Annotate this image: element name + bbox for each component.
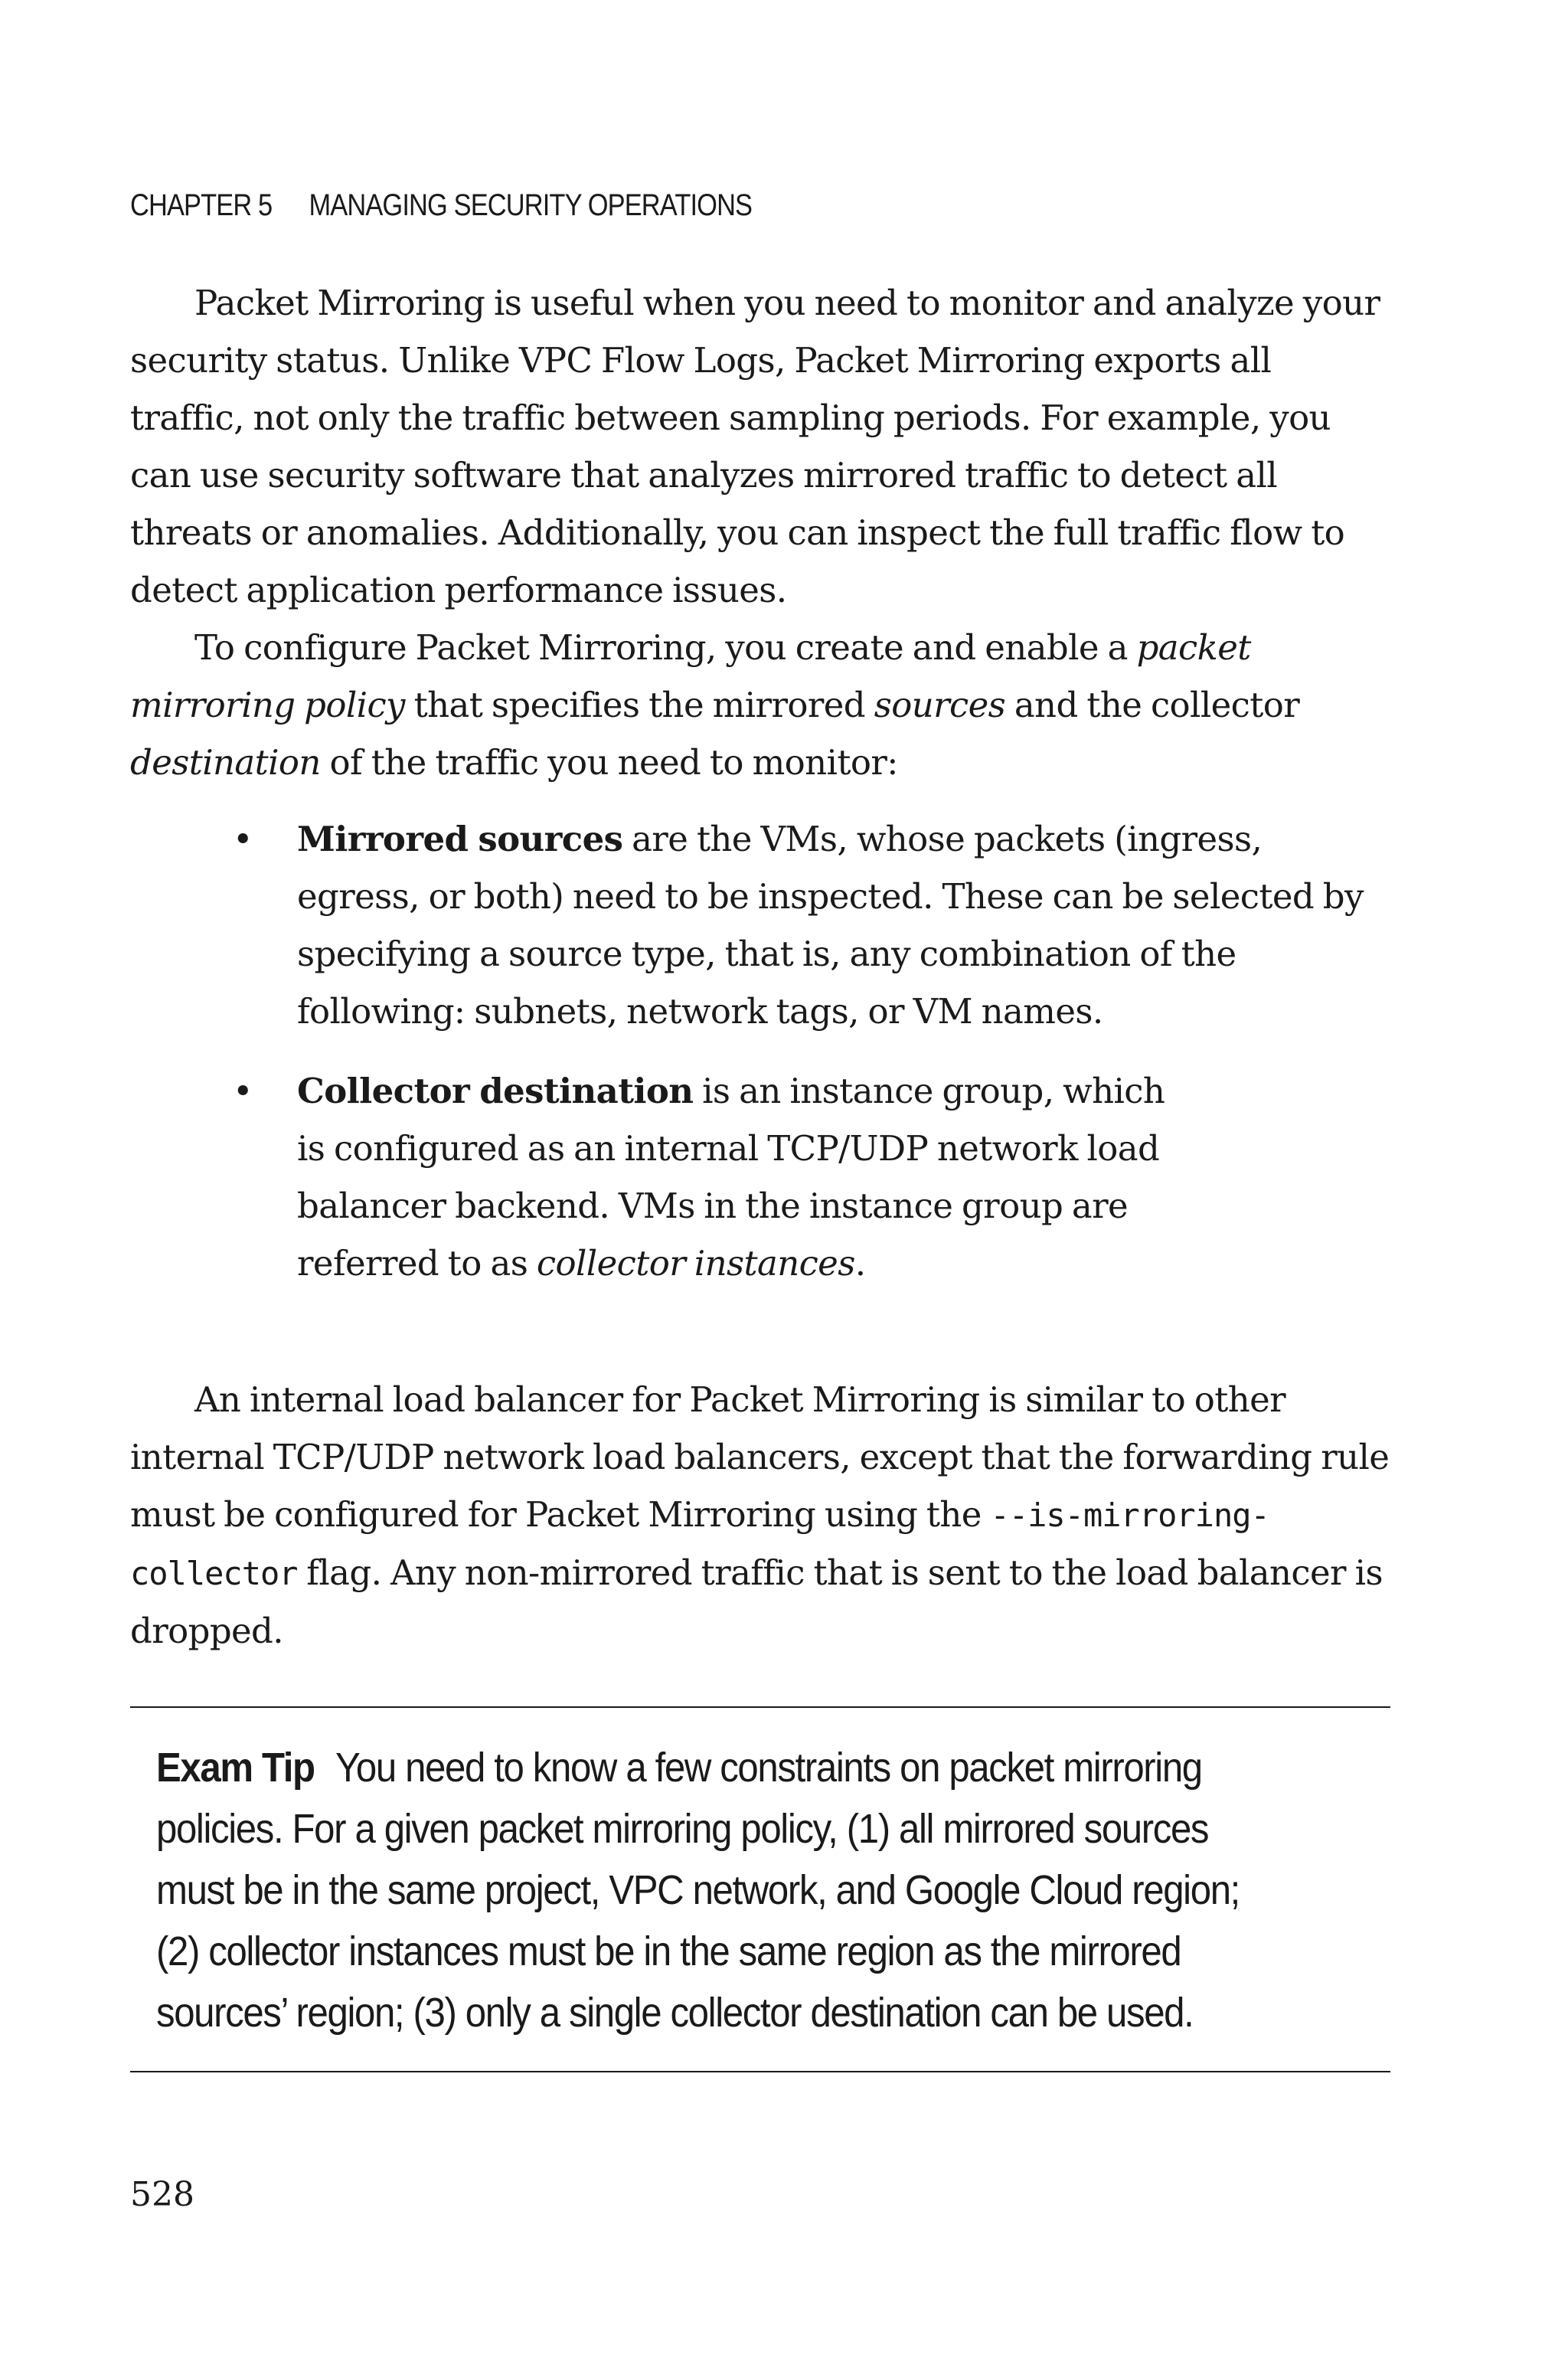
chapter-title: MANAGING SECURITY OPERATIONS: [309, 188, 753, 222]
intro-paragraphs: [130, 274, 1393, 791]
bullet-item-mirrored-sources: [130, 810, 1393, 1040]
chapter-label: CHAPTER 5: [130, 188, 273, 222]
running-head: [130, 188, 752, 223]
bullet-text: are the VMs, whose packets (ingress, egress, or both) need to be inspected. These can be selected by specifying a source type, that is, any combination of the following: subnets, network tags, or VM names.: [297, 819, 1364, 1032]
exam-tip-text: You need to know a few constraints on packet mirroring policies. For a given packet mirroring policy, (1) all mirrored sources must be in the same project, VPC network, and Google Cloud region; (2) collector instances must be in the same region as the mirrored sources’ region; (3) only a single collector destination can be used.: [156, 1745, 1240, 2036]
exam-tip-bottom-rule: [130, 2071, 1390, 2072]
bullet-marker: •: [233, 819, 253, 859]
exam-tip-label: Exam Tip: [156, 1745, 315, 1791]
paragraph-configure-policy: To configure Packet Mirroring, you create and enable a packet mirroring policy that specifies the mirrored sources and the collector destination of the traffic you need to monitor:: [130, 627, 1300, 783]
term-sources: sources: [874, 685, 1006, 725]
bullet-list: [130, 810, 1393, 1314]
page-number: 528: [130, 2175, 194, 2214]
load-balancer-paragraph-block: [130, 1371, 1393, 1660]
paragraph-packet-mirroring-usefulness: Packet Mirroring is useful when you need to monitor and analyze your security status. Unlike VPC Flow Logs, Packet Mirroring exports all traffic, not only the traffic between sampling periods. For example, you can use security software that analyzes mirrored traffic to detect all threats or anomalies. Additionally, you can inspect the full traffic flow to detect application performance issues.: [130, 283, 1380, 610]
bullet-term: Mirrored sources: [297, 819, 623, 859]
bullet-term: Collector destination: [297, 1071, 694, 1111]
code-is-mirroring-collector: --is-mirroring-collector: [130, 1496, 1269, 1592]
exam-tip-box: [156, 1737, 1285, 2043]
term-collector-instances: collector instances: [536, 1243, 855, 1284]
paragraph-internal-load-balancer: An internal load balancer for Packet Mirroring is similar to other internal TCP/UDP network load balancers, except that the forwarding rule must be configured for Packet Mirroring using the --is-mirroring-collector flag. Any non-mirrored traffic that is sent to the load balancer is dropped.: [130, 1379, 1390, 1651]
term-packet-mirroring-policy: packet mirroring policy: [130, 627, 1251, 725]
bullet-text: is an instance group, which is configured as an internal TCP/UDP network load balancer backend. VMs in the instance group are referred to as: [297, 1071, 1165, 1284]
term-destination: destination: [130, 742, 321, 783]
bullet-marker: •: [233, 1071, 253, 1111]
bullet-item-collector-destination: • Collector destination is an instance group, which is configured as an internal TCP/UDP network load balancer backend. VMs in the instance group are referred to as collector instances.: [130, 1062, 1393, 1292]
exam-tip-top-rule: [130, 1706, 1390, 1708]
